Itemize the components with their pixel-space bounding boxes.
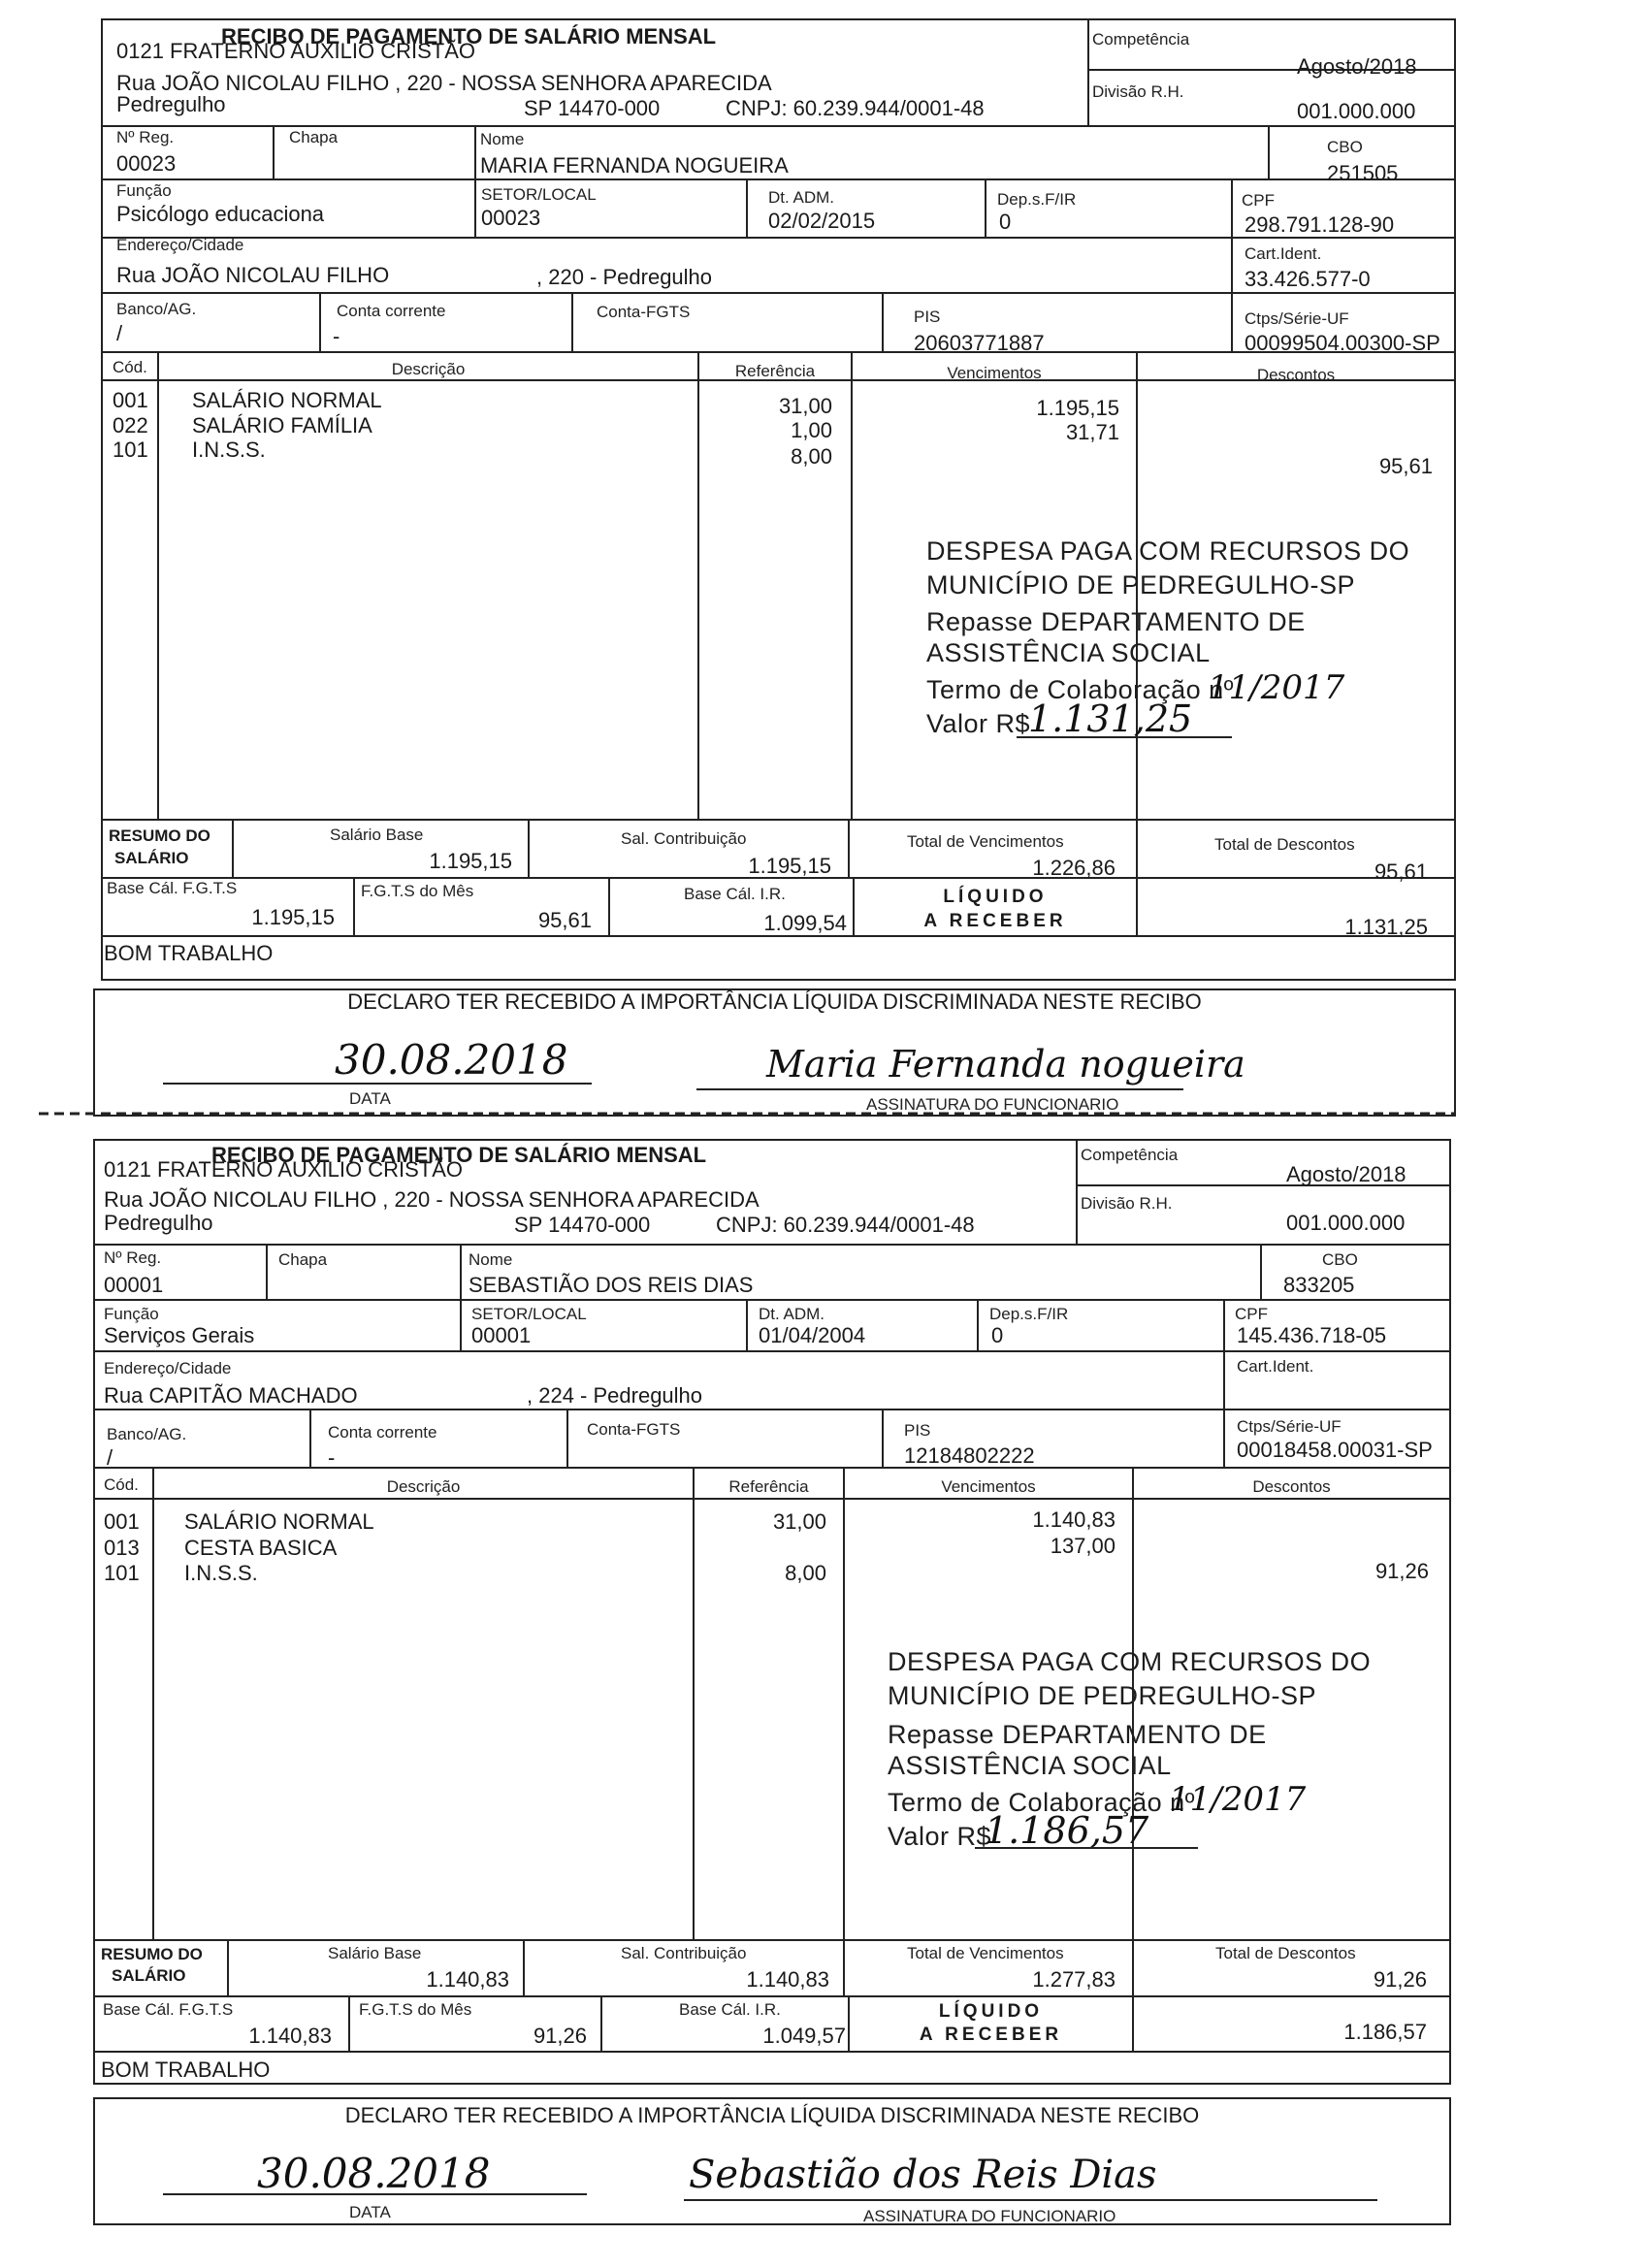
item-cod: 001 xyxy=(113,388,148,412)
setor-label: SETOR/LOCAL xyxy=(481,185,597,204)
employer-state-zip: SP 14470-000 xyxy=(524,96,661,120)
stamp-line: DESPESA PAGA COM RECURSOS DO xyxy=(888,1647,1372,1676)
item-desc: I.N.S.S. xyxy=(192,437,266,462)
totvenc-label: Total de Vencimentos xyxy=(907,832,1064,851)
competencia-value: Agosto/2018 xyxy=(1286,1162,1406,1186)
item-ref: 31,00 xyxy=(778,394,832,418)
totdesc-value: 91,26 xyxy=(1373,1967,1427,1992)
salcontrib-value: 1.140,83 xyxy=(746,1967,829,1992)
handwritten-date: 30.08.2018 xyxy=(257,2150,491,2197)
basefgts-value: 1.195,15 xyxy=(251,905,335,929)
item-ref: 8,00 xyxy=(791,444,832,469)
footer-message: BOM TRABALHO xyxy=(101,2057,271,2082)
employer-cnpj: CNPJ: 60.239.944/0001-48 xyxy=(726,96,985,120)
cartident-label: Cart.Ident. xyxy=(1237,1357,1314,1376)
dtadm-label: Dt. ADM. xyxy=(768,188,835,207)
footer-message: BOM TRABALHO xyxy=(104,941,274,965)
totdesc-value: 95,61 xyxy=(1374,859,1428,884)
setor-value: 00023 xyxy=(481,206,541,230)
item-ref: 8,00 xyxy=(785,1561,826,1585)
totdesc-label: Total de Descontos xyxy=(1214,835,1355,854)
banco-label: Banco/AG. xyxy=(116,300,197,318)
col-descontos-header: Descontos xyxy=(1256,366,1336,384)
item-venc: 31,71 xyxy=(1065,420,1119,444)
declaration-text: DECLARO TER RECEBIDO A IMPORTÂNCIA LÍQUIDA DISCRIMINADA NESTE RECIBO xyxy=(344,2103,1200,2127)
resumo-label-2: SALÁRIO xyxy=(114,849,189,867)
employer-city: Pedregulho xyxy=(116,92,226,116)
banco-value: / xyxy=(116,321,123,345)
funcao-value: Serviços Gerais xyxy=(104,1323,255,1347)
cbo-label: CBO xyxy=(1327,138,1363,156)
liquido-value: 1.186,57 xyxy=(1343,2020,1427,2044)
salcontrib-value: 1.195,15 xyxy=(748,854,831,878)
funcao-value: Psicólogo educaciona xyxy=(116,202,325,226)
dep-label: Dep.s.F/IR xyxy=(997,190,1077,209)
cartident-label: Cart.Ident. xyxy=(1245,244,1322,263)
dtadm-value: 01/04/2004 xyxy=(759,1323,866,1347)
endereco-value: Rua CAPITÃO MACHADO xyxy=(104,1383,358,1408)
salcontrib-label: Sal. Contribuição xyxy=(621,1944,747,1962)
employer-name: 0121 FRATERNO AUXILIO CRISTÃO xyxy=(116,39,476,63)
stamp-line: MUNICÍPIO DE PEDREGULHO-SP xyxy=(888,1681,1317,1710)
col-cod-header: Cód. xyxy=(113,358,147,376)
item-desc: CESTA BASICA xyxy=(184,1536,338,1560)
baseir-value: 1.049,57 xyxy=(762,2024,846,2048)
item-descontos: 91,26 xyxy=(1374,1559,1429,1583)
ctps-value: 00018458.00031-SP xyxy=(1237,1438,1433,1462)
item-cod: 001 xyxy=(104,1509,140,1534)
date-label: DATA xyxy=(349,2203,391,2221)
handwritten-date: 30.08.2018 xyxy=(335,1036,568,1084)
conta-value: - xyxy=(333,324,340,348)
employer-address: Rua JOÃO NICOLAU FILHO , 220 - NOSSA SENHORA APARECIDA xyxy=(104,1187,760,1212)
receipt-title: RECIBO DE PAGAMENTO DE SALÁRIO MENSAL xyxy=(211,1143,707,1167)
col-descontos-header: Descontos xyxy=(1252,1477,1331,1496)
stamp-line: Repasse DEPARTAMENTO DE xyxy=(926,607,1306,636)
nome-label: Nome xyxy=(469,1250,513,1269)
pis-value: 12184802222 xyxy=(904,1443,1035,1468)
dep-label: Dep.s.F/IR xyxy=(989,1305,1069,1323)
totvenc-value: 1.277,83 xyxy=(1032,1967,1116,1992)
cpf-value: 145.436.718-05 xyxy=(1237,1323,1387,1347)
baseir-label: Base Cál. I.R. xyxy=(684,885,786,903)
stamp-termo-handwritten: 11/2017 xyxy=(1208,668,1345,707)
nome-label: Nome xyxy=(480,130,525,148)
divisao-value: 001.000.000 xyxy=(1297,99,1416,123)
item-desc: SALÁRIO NORMAL xyxy=(192,388,382,412)
nreg-label: Nº Reg. xyxy=(116,128,175,146)
item-cod: 101 xyxy=(104,1561,140,1585)
stamp-line: Repasse DEPARTAMENTO DE xyxy=(888,1720,1267,1749)
basefgts-label: Base Cál. F.G.T.S xyxy=(103,2000,234,2019)
item-venc: 1.195,15 xyxy=(1036,396,1119,420)
stamp-line: Termo de Colaboração nº xyxy=(888,1788,1196,1817)
item-venc: 1.140,83 xyxy=(1032,1507,1116,1532)
salbase-label: Salário Base xyxy=(328,1944,422,1962)
item-ref: 1,00 xyxy=(791,418,832,442)
dep-value: 0 xyxy=(991,1323,1004,1347)
declaration-text: DECLARO TER RECEBIDO A IMPORTÂNCIA LÍQUIDA DISCRIMINADA NESTE RECIBO xyxy=(347,989,1202,1014)
endereco-number: , 220 - Pedregulho xyxy=(536,265,713,289)
liquido-label: LÍQUIDO xyxy=(938,2001,1044,2022)
stamp-valor-handwritten: 1.131,25 xyxy=(1028,697,1193,740)
item-venc: 137,00 xyxy=(1050,1534,1116,1558)
cbo-label: CBO xyxy=(1322,1250,1358,1269)
cbo-value: 251505 xyxy=(1327,161,1399,185)
item-desc: I.N.S.S. xyxy=(184,1561,258,1585)
employer-cnpj: CNPJ: 60.239.944/0001-48 xyxy=(716,1213,975,1237)
employer-name: 0121 FRATERNO AUXILIO CRISTÃO xyxy=(104,1157,464,1182)
fgtsmes-label: F.G.T.S do Mês xyxy=(359,2000,472,2019)
employer-state-zip: SP 14470-000 xyxy=(514,1213,651,1237)
item-cod: 013 xyxy=(104,1536,140,1560)
ctps-label: Ctps/Série-UF xyxy=(1237,1417,1342,1436)
cartident-value: 33.426.577-0 xyxy=(1245,267,1371,291)
item-descontos: 95,61 xyxy=(1378,454,1433,478)
cbo-value: 833205 xyxy=(1283,1273,1355,1297)
nreg-value: 00001 xyxy=(104,1273,164,1297)
chapa-label: Chapa xyxy=(278,1250,328,1269)
totvenc-value: 1.226,86 xyxy=(1032,856,1116,880)
divisao-label: Divisão R.H. xyxy=(1092,82,1184,101)
dep-value: 0 xyxy=(999,210,1012,234)
ctps-label: Ctps/Série-UF xyxy=(1245,309,1349,328)
stamp-line: ASSISTÊNCIA SOCIAL xyxy=(926,638,1211,667)
basefgts-value: 1.140,83 xyxy=(248,2024,332,2048)
liquido-label-2: A RECEBER xyxy=(919,2025,1063,2045)
nome-value: SEBASTIÃO DOS REIS DIAS xyxy=(469,1273,754,1297)
conta-label: Conta corrente xyxy=(328,1423,437,1442)
fgts-label: Conta-FGTS xyxy=(587,1420,681,1439)
salbase-label: Salário Base xyxy=(330,826,424,844)
banco-label: Banco/AG. xyxy=(107,1425,187,1443)
item-cod: 022 xyxy=(113,413,148,437)
endereco-label: Endereço/Cidade xyxy=(116,236,244,254)
col-venc-header: Vencimentos xyxy=(947,364,1042,382)
funcao-label: Função xyxy=(116,181,172,200)
competencia-label: Competência xyxy=(1081,1146,1179,1164)
nreg-label: Nº Reg. xyxy=(104,1248,162,1267)
item-desc: SALÁRIO FAMÍLIA xyxy=(192,413,372,437)
stamp-line: DESPESA PAGA COM RECURSOS DO xyxy=(926,536,1410,566)
salbase-value: 1.195,15 xyxy=(429,849,512,873)
competencia-label: Competência xyxy=(1092,30,1190,49)
setor-label: SETOR/LOCAL xyxy=(471,1305,587,1323)
stamp-line: Valor R$ xyxy=(926,709,1031,738)
cpf-value: 298.791.128-90 xyxy=(1245,212,1395,237)
employer-city: Pedregulho xyxy=(104,1211,213,1235)
date-label: DATA xyxy=(349,1089,391,1108)
resumo-label: RESUMO DO xyxy=(101,1945,203,1963)
liquido-label: LÍQUIDO xyxy=(943,887,1048,907)
stamp-line: Valor R$ xyxy=(888,1822,992,1851)
col-desc-header: Descrição xyxy=(386,1477,461,1496)
dtadm-label: Dt. ADM. xyxy=(759,1305,825,1323)
cpf-label: CPF xyxy=(1242,191,1275,210)
signature-label: ASSINATURA DO FUNCIONARIO xyxy=(866,1095,1119,1114)
endereco-label: Endereço/Cidade xyxy=(104,1359,232,1377)
stamp-valor-handwritten: 1.186,57 xyxy=(985,1809,1149,1852)
funcao-label: Função xyxy=(104,1305,159,1323)
employee-signature: Maria Fernanda nogueira xyxy=(766,1043,1245,1085)
cpf-label: CPF xyxy=(1235,1305,1268,1323)
stamp-termo-handwritten: 11/2017 xyxy=(1169,1780,1307,1819)
col-desc-header: Descrição xyxy=(391,360,466,378)
item-cod: 101 xyxy=(113,437,148,462)
divisao-label: Divisão R.H. xyxy=(1081,1194,1173,1213)
col-cod-header: Cód. xyxy=(104,1475,139,1494)
fgtsmes-label: F.G.T.S do Mês xyxy=(361,882,474,900)
item-ref: 31,00 xyxy=(772,1509,826,1534)
fgtsmes-value: 95,61 xyxy=(537,908,592,932)
resumo-label-2: SALÁRIO xyxy=(112,1966,186,1985)
pis-value: 20603771887 xyxy=(914,331,1045,355)
salbase-value: 1.140,83 xyxy=(426,1967,509,1992)
divisao-value: 001.000.000 xyxy=(1286,1211,1406,1235)
item-desc: SALÁRIO NORMAL xyxy=(184,1509,374,1534)
pis-label: PIS xyxy=(904,1421,931,1440)
basefgts-label: Base Cál. F.G.T.S xyxy=(107,879,238,897)
banco-value: / xyxy=(107,1445,113,1470)
salcontrib-label: Sal. Contribuição xyxy=(621,829,747,848)
employee-signature: Sebastião dos Reis Dias xyxy=(689,2153,1157,2197)
endereco-number: , 224 - Pedregulho xyxy=(527,1383,703,1408)
baseir-label: Base Cál. I.R. xyxy=(679,2000,781,2019)
endereco-value: Rua JOÃO NICOLAU FILHO xyxy=(116,263,390,287)
fgts-label: Conta-FGTS xyxy=(597,303,691,321)
col-venc-header: Vencimentos xyxy=(941,1477,1036,1496)
nreg-value: 00023 xyxy=(116,151,177,176)
signature-label: ASSINATURA DO FUNCIONARIO xyxy=(863,2207,1116,2225)
chapa-label: Chapa xyxy=(289,128,339,146)
conta-label: Conta corrente xyxy=(337,302,446,320)
stamp-line: ASSISTÊNCIA SOCIAL xyxy=(888,1751,1172,1780)
receipt-title: RECIBO DE PAGAMENTO DE SALÁRIO MENSAL xyxy=(221,24,717,49)
resumo-label: RESUMO DO xyxy=(109,826,210,845)
stamp-line: Termo de Colaboração nº xyxy=(926,675,1235,704)
dtadm-value: 02/02/2015 xyxy=(768,209,876,233)
liquido-label-2: A RECEBER xyxy=(923,911,1067,931)
col-ref-header: Referência xyxy=(728,1477,809,1496)
col-ref-header: Referência xyxy=(734,362,816,380)
totdesc-label: Total de Descontos xyxy=(1215,1944,1356,1962)
totvenc-label: Total de Vencimentos xyxy=(907,1944,1064,1962)
employer-address: Rua JOÃO NICOLAU FILHO , 220 - NOSSA SENHORA APARECIDA xyxy=(116,71,772,95)
liquido-value: 1.131,25 xyxy=(1344,915,1428,939)
setor-value: 00001 xyxy=(471,1323,532,1347)
nome-value: MARIA FERNANDA NOGUEIRA xyxy=(480,153,789,178)
conta-value: - xyxy=(328,1445,336,1470)
competencia-value: Agosto/2018 xyxy=(1297,54,1417,79)
fgtsmes-value: 91,26 xyxy=(533,2024,587,2048)
stamp-line: MUNICÍPIO DE PEDREGULHO-SP xyxy=(926,570,1356,599)
baseir-value: 1.099,54 xyxy=(763,911,847,935)
pis-label: PIS xyxy=(914,308,941,326)
ctps-value: 00099504.00300-SP xyxy=(1245,331,1440,355)
